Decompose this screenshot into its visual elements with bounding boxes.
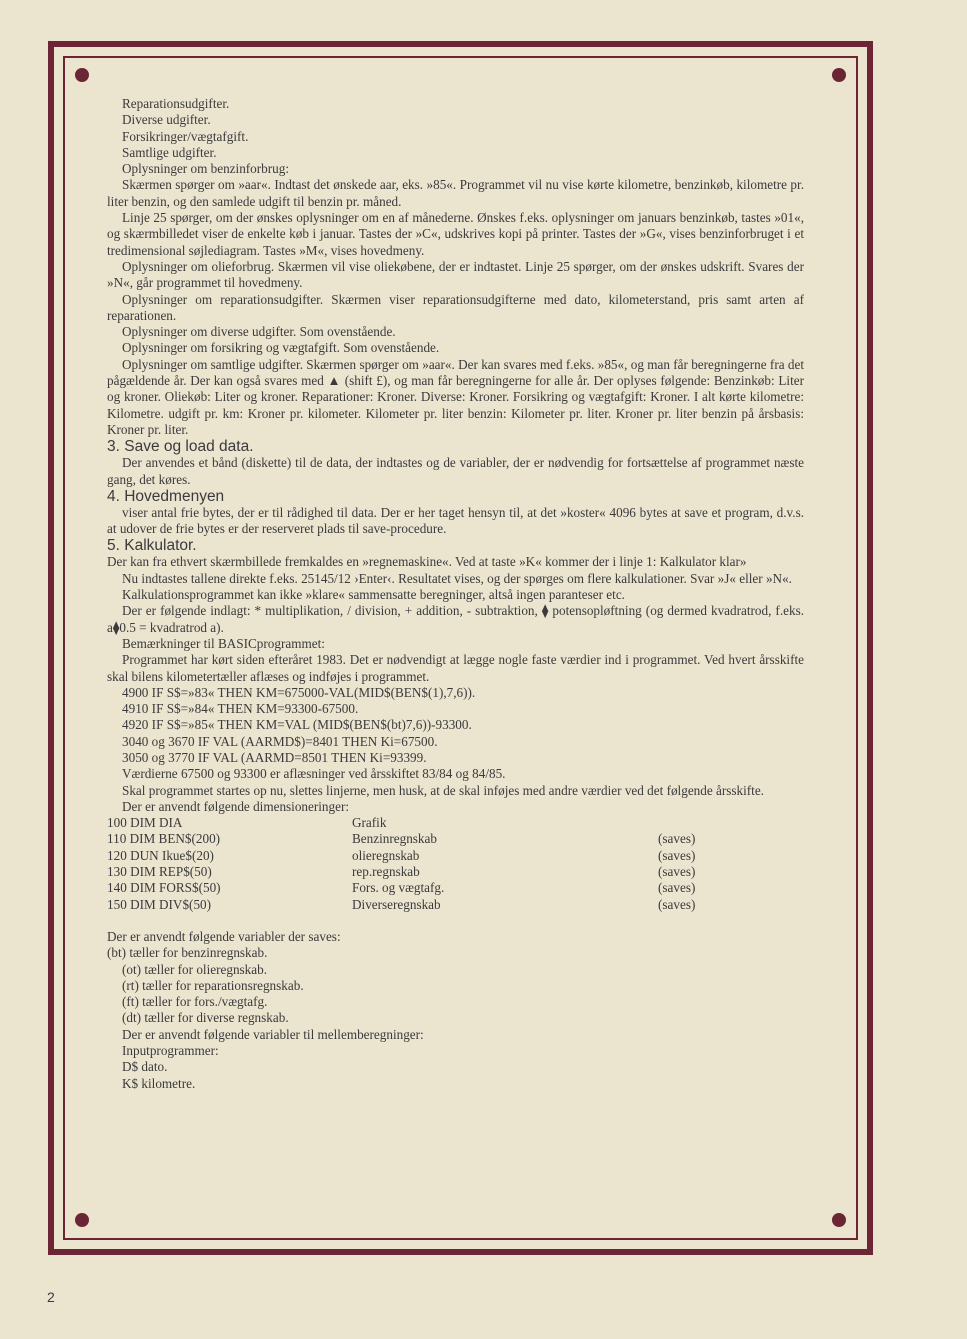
corner-dot-bottom-right — [832, 1213, 846, 1227]
variable-line: (ft) tæller for fors./vægtafg. — [122, 994, 268, 1010]
variable-line: D$ dato. — [122, 1059, 168, 1075]
menu-items-list — [107, 96, 804, 161]
paragraph: Linje 25 spørger, om der ønskes oplysninger om en af månederne. Ønskes f.eks. oplysninger om januars benzinkøb, tastes »01«, og skærmbilledet viser de enkelte køb i januar. Tastes der »C«, udskrives kopi på printer. Tastes der »G«, vises benzinforbruget i et tredimensional søjlediagram. Tastes »M«, vises hovedmeny. — [107, 210, 804, 258]
variable-line: Inputprogrammer: — [122, 1043, 219, 1059]
table-row — [107, 848, 695, 864]
paragraph: Programmet har kørt siden efteråret 1983. Det er nødvendigt at lægge nogle faste værdier ind i programmet. Ved hvert årsskifte skal bilens kilometertæller aflæses og indføjes i programmet. — [107, 652, 804, 684]
variable-line: (dt) tæller for diverse regnskab. — [122, 1010, 289, 1026]
desc-cell: rep.regnskab — [352, 864, 420, 880]
paragraph: Oplysninger om diverse udgifter. Som ovenstående. — [122, 324, 396, 340]
table-row — [107, 897, 695, 913]
paragraph: Skærmen spørger om »aar«. Indtast det ønskede aar, eks. »85«. Programmet vil nu vise kørte kilometre, benzinkøb, kilometre pr. liter benzin, og den samlede udgift til benzin pr. måned. — [107, 177, 804, 209]
table-row — [107, 815, 695, 831]
variable-line: (rt) tæller for reparationsregnskab. — [122, 977, 304, 993]
code-line: 4900 IF S$=»83« THEN KM=675000-VAL(MID$(BEN$(1),7,6)). — [122, 684, 476, 700]
paragraph: Der er følgende indlagt: * multiplikation, / division, + addition, - subtraktion, ⧫ potensopløftning (og dermed kvadratrod, f.eks. a⧫0.5 = kvadratrod a). — [107, 603, 804, 635]
dim-cell: 140 DIM FORS$(50) — [107, 880, 221, 896]
paragraph: Nu indtastes tallene direkte f.eks. 25145/12 ›Enter‹. Resultatet vises, og der spørges om flere kalkulationer. Svar »J« eller »N«. — [122, 570, 792, 586]
paragraph: Der er anvendt følgende variabler der saves: — [107, 928, 341, 944]
paragraph: Oplysninger om reparationsudgifter. Skærmen viser reparationsudgifterne med dato, kilometerstand, pris samt arten af reparationen. — [107, 291, 804, 323]
saves-cell: (saves) — [658, 896, 696, 912]
variable-line: (ot) tæller for olieregnskab. — [122, 961, 268, 977]
variable-line: (bt) tæller for benzinregnskab. — [107, 945, 268, 961]
paragraph: Oplysninger om samtlige udgifter. Skærmen spørger om »aar«. Der kan svares med f.eks. »85«, og man får beregningerne fra det pågældende år. Der kan også svares med ▲ (shift £), og man får beregningerne for alle år. Der oplyses følgende: Benzinkøb: Liter og kroner. Oliekøb: Liter og kroner. Reparationer: Kroner. Diverse: Kroner. Forsikring og vægtafgift: Kroner. I alt kørte kilometre: Kilometre. udgift pr. km: Kroner pr. kilometer. Kilometer pr. liter benzin: Kilometer pr. liter. Kroner pr. liter benzin på årsbasis: Kroner pr. liter. — [107, 356, 804, 437]
variable-line: K$ kilometre. — [122, 1075, 196, 1091]
saves-cell: (saves) — [658, 847, 696, 863]
code-listing — [107, 685, 804, 766]
spacer — [107, 913, 804, 929]
dim-cell: 130 DIM REP$(50) — [107, 864, 212, 880]
paragraph: Værdierne 67500 og 93300 er aflæsninger ved årsskiftet 83/84 og 84/85. — [122, 766, 506, 782]
menu-item: Reparationsudgifter. — [122, 96, 230, 111]
paragraph: Oplysninger om benzinforbrug: — [122, 161, 290, 177]
paragraph: Oplysninger om forsikring og vægtafgift. Som ovenstående. — [122, 340, 440, 356]
menu-item: Forsikringer/vægtafgift. — [122, 128, 249, 144]
section-heading-save-load: 3. Save og load data. — [107, 438, 254, 456]
saves-cell — [658, 815, 695, 831]
paragraph: Kalkulationsprogrammet kan ikke »klare« sammensatte beregninger, altså ingen paranteser etc. — [122, 587, 625, 603]
section-heading-kalkulator: 5. Kalkulator. — [107, 537, 197, 555]
menu-item: Samtlige udgifter. — [122, 144, 217, 160]
table-row — [107, 880, 695, 896]
corner-dot-top-left — [75, 68, 89, 82]
paragraph: Der anvendes et bånd (diskette) til de data, der indtastes og de variabler, der er nødvendig for fortsættelse af programmet næste gang, det køres. — [107, 455, 804, 487]
code-line: 4910 IF S$=»84« THEN KM=93300-67500. — [122, 701, 359, 717]
dim-cell: 150 DIM DIV$(50) — [107, 896, 212, 912]
corner-dot-bottom-left — [75, 1213, 89, 1227]
desc-cell: Benzinregnskab — [352, 831, 437, 847]
paragraph: viser antal frie bytes, der er til rådighed til data. Der er her taget hensyn til, at det »koster« 4096 bytes at save et program, d.v.s. at udover de frie bytes er der reserveret plads til save-procedure. — [107, 504, 804, 537]
menu-item: Diverse udgifter. — [122, 112, 211, 128]
paragraph: Der kan fra ethvert skærmbillede fremkaldes en »regnemaskine«. Ved at taste »K« kommer der i linje 1: Kalkulator klar» — [107, 554, 747, 570]
dim-cell: 100 DIM DIA — [107, 815, 183, 831]
corner-dot-top-right — [832, 68, 846, 82]
desc-cell: Grafik — [352, 815, 387, 831]
paragraph: Der er anvendt følgende dimensioneringer: — [122, 798, 350, 814]
page-content — [107, 96, 804, 1092]
dim-cell: 110 DIM BEN$(200) — [107, 831, 221, 847]
dim-cell: 120 DUN Ikue$(20) — [107, 847, 214, 863]
code-line: 4920 IF S$=»85« THEN KM=VAL (MID$(BEN$(bt)7,6))-93300. — [122, 717, 472, 733]
paragraph: Bemærkninger til BASICprogrammet: — [122, 635, 325, 651]
variable-line: Der er anvendt følgende variabler til mellemberegninger: — [122, 1026, 424, 1042]
table-row — [107, 831, 695, 847]
code-line: 3040 og 3670 IF VAL (AARMD$)=8401 THEN Ki=67500. — [122, 733, 438, 749]
desc-cell: olieregnskab — [352, 847, 420, 863]
table-row — [107, 864, 695, 880]
dimensions-table — [107, 815, 695, 913]
paragraph: Skal programmet startes op nu, slettes linjerne, men husk, at de skal inføjes med andre værdier ved det følgende årsskifte. — [122, 782, 764, 798]
desc-cell: Fors. og vægtafg. — [352, 880, 445, 896]
page-number: 2 — [47, 1289, 55, 1305]
desc-cell: Diverseregnskab — [352, 896, 441, 912]
code-line: 3050 og 3770 IF VAL (AARMD=8501 THEN Ki=93399. — [122, 749, 427, 765]
saves-cell: (saves) — [658, 864, 696, 880]
section-heading-hovedmenyen: 4. Hovedmenyen — [107, 487, 225, 505]
paragraph: Oplysninger om olieforbrug. Skærmen vil vise oliekøbene, der er indtastet. Linje 25 spørger, om der ønskes udskrift. Svares der »N«, går programmet til hovedmeny. — [107, 258, 804, 291]
saves-cell: (saves) — [658, 831, 696, 847]
saves-cell: (saves) — [658, 880, 696, 896]
